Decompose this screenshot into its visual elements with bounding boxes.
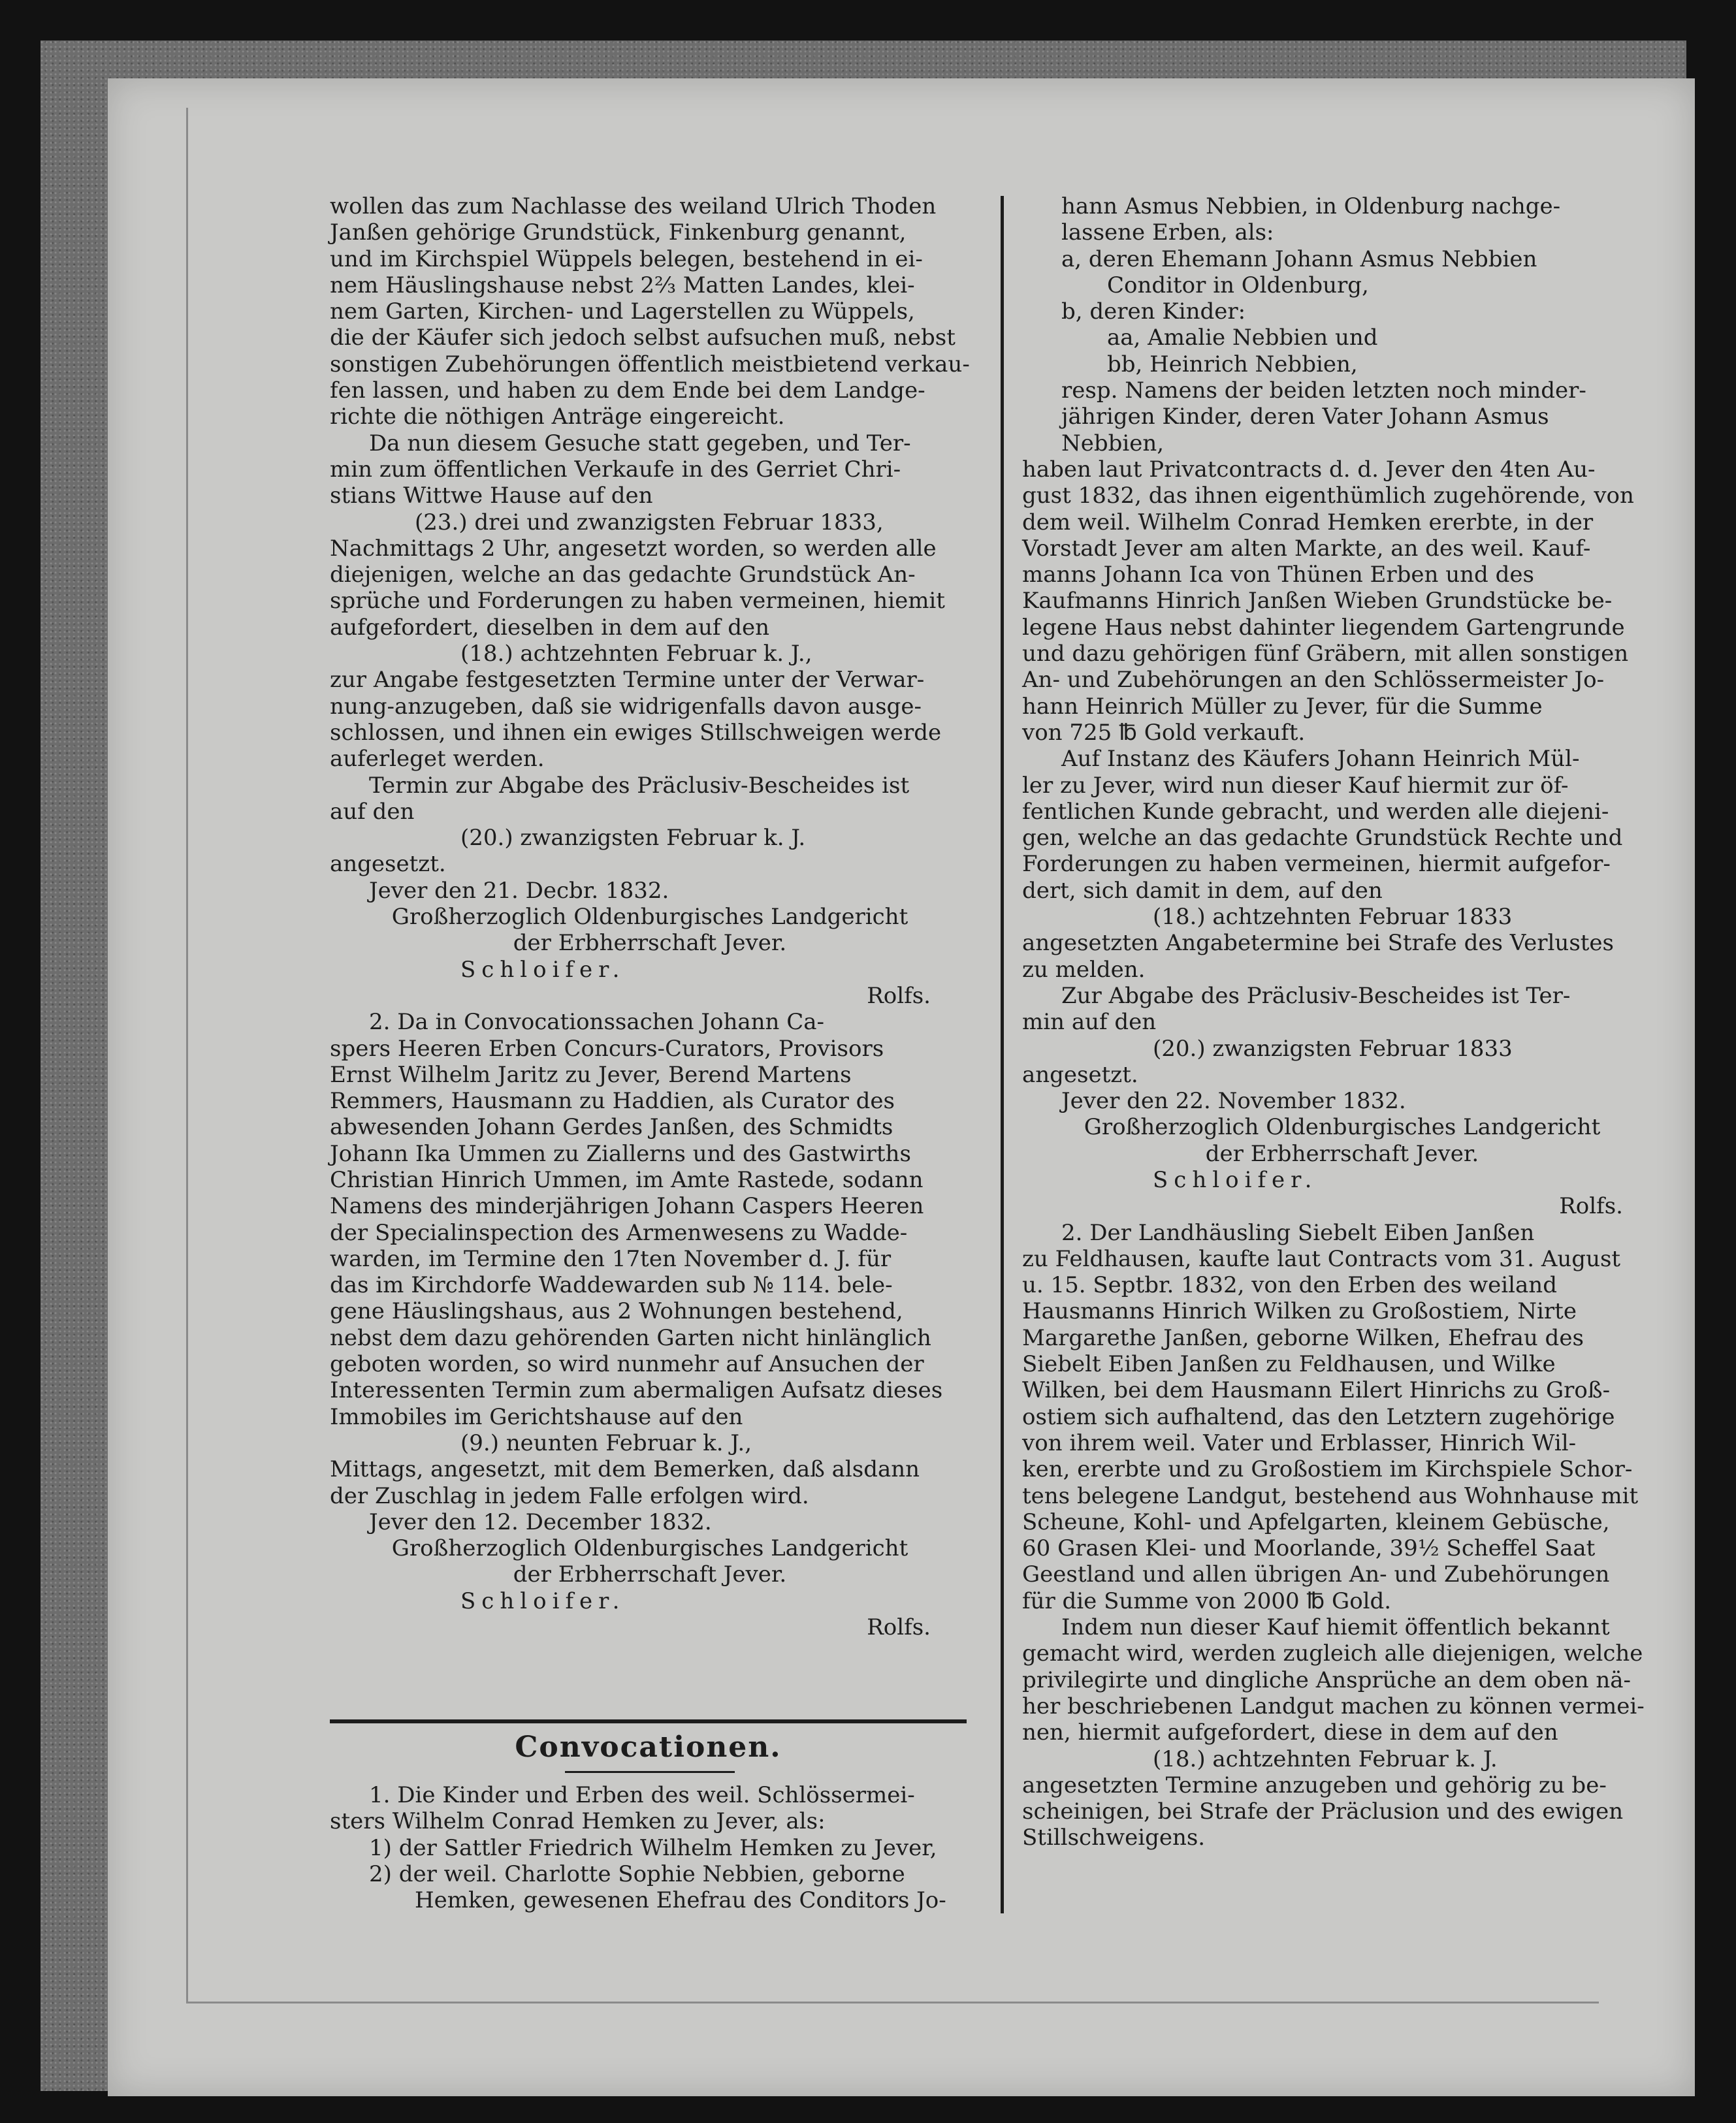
text-line: von ihrem weil. Vater und Erblasser, Hinrich Wil- <box>1022 1429 1577 1456</box>
text-line: privilegirte und dingliche Ansprüche an dem oben nä- <box>1022 1667 1632 1693</box>
text-line: Christian Hinrich Ummen, im Amte Rastede, sodann <box>330 1166 924 1193</box>
left-column <box>330 193 970 1640</box>
text-line: spers Heeren Erben Concurs-Curators, Provisors <box>330 1035 884 1062</box>
list-item: aa, Amalie Nebbien und <box>1107 325 1378 351</box>
text-line: Stillschweigens. <box>1022 1825 1206 1851</box>
text-line: tens belegene Landgut, bestehend aus Wohnhause mit <box>1022 1482 1639 1509</box>
court-name: der Erbherrschaft Jever. <box>513 1561 787 1588</box>
text-line: lassene Erben, als: <box>1061 219 1274 246</box>
text-line: ken, ererbte und zu Großostiem im Kirchspiele Schor- <box>1022 1456 1633 1483</box>
text-line: Immobiles im Gerichtshause auf den <box>330 1403 743 1430</box>
text-line: Hemken, gewesenen Ehefrau des Conditors Jo- <box>415 1887 946 1914</box>
text-line: gen, welche an das gedachte Grundstück Rechte und <box>1022 825 1623 852</box>
text-line: stians Wittwe Hause auf den <box>330 483 653 509</box>
list-item: 1) der Sattler Friedrich Wilhelm Hemken zu Jever, <box>369 1834 937 1861</box>
text-line: Kaufmanns Hinrich Janßen Wieben Grundstücke be- <box>1022 588 1613 615</box>
text-line: Conditor in Oldenburg, <box>1107 272 1369 298</box>
text-line: gemacht wird, werden zugleich alle diejenigen, welche <box>1022 1640 1643 1667</box>
signature: Rolfs. <box>867 1614 931 1641</box>
text-line: Zur Abgabe des Präclusiv-Bescheides ist Ter- <box>1061 982 1571 1009</box>
date-line: (18.) achtzehnten Februar k. J. <box>1153 1746 1498 1772</box>
list-item: a, deren Ehemann Johann Asmus Nebbien <box>1061 246 1537 272</box>
text-line: die der Käufer sich jedoch selbst aufsuchen muß, nebst <box>330 325 956 351</box>
text-line: zur Angabe festgesetzten Termine unter der Verwar- <box>330 667 925 694</box>
text-line: Auf Instanz des Käufers Johann Heinrich Mül- <box>1061 746 1580 773</box>
court-name: Großherzoglich Oldenburgisches Landgericht <box>391 1535 908 1562</box>
text-line: Indem nun dieser Kauf hiemit öffentlich bekannt <box>1061 1614 1610 1641</box>
signature: Rolfs. <box>867 982 931 1009</box>
text-line: Nachmittags 2 Uhr, angesetzt worden, so werden alle <box>330 535 937 562</box>
section-rule <box>330 1719 967 1723</box>
text-line: geboten worden, so wird nunmehr auf Ansuchen der <box>330 1351 924 1378</box>
text-line: Interessenten Termin zum abermaligen Aufsatz dieses <box>330 1377 943 1404</box>
text-line: und dazu gehörigen fünf Gräbern, mit allen sonstigen <box>1022 641 1629 667</box>
column-divider <box>1001 196 1004 1913</box>
text-line: Janßen gehörige Grundstück, Finkenburg genannt, <box>330 219 907 246</box>
text-line: Forderungen zu haben vermeinen, hiermit aufgefor- <box>1022 851 1611 878</box>
text-line: angesetzten Angabetermine bei Strafe des Verlustes <box>1022 930 1614 957</box>
court-name: Großherzoglich Oldenburgisches Landgericht <box>391 904 908 931</box>
text-line: angesetzt. <box>330 851 446 878</box>
date-line: (9.) neunten Februar k. J., <box>460 1429 752 1456</box>
text-line: dert, sich damit in dem, auf den <box>1022 877 1383 904</box>
date-line: (20.) zwanzigsten Februar k. J. <box>460 825 806 852</box>
text-line: das im Kirchdorfe Waddewarden sub № 114. bele- <box>330 1272 893 1299</box>
heading-underline <box>565 1771 735 1773</box>
text-line: sters Wilhelm Conrad Hemken zu Jever, als: <box>330 1808 826 1835</box>
text-line: An- und Zubehörungen an den Schlössermeister Jo- <box>1022 667 1605 694</box>
text-line: diejenigen, welche an das gedachte Grundstück An- <box>330 562 916 588</box>
text-line: 60 Grasen Klei- und Moorlande, 39½ Scheffel Saat <box>1022 1535 1596 1562</box>
text-line: auferleget werden. <box>330 746 545 773</box>
text-line: her beschriebenen Landgut machen zu können vermei- <box>1022 1693 1645 1719</box>
text-line: Wilken, bei dem Hausmann Eilert Hinrichs zu Groß- <box>1022 1377 1611 1404</box>
text-line: hann Asmus Nebbien, in Oldenburg nachge- <box>1061 193 1561 219</box>
text-line: 1. Die Kinder und Erben des weil. Schlössermei- <box>369 1782 915 1808</box>
text-line: gust 1832, das ihnen eigenthümlich zugehörende, von <box>1022 483 1634 509</box>
text-line: für die Summe von 2000 ℔ Gold. <box>1022 1588 1392 1614</box>
text-line: 2. Da in Convocationssachen Johann Ca- <box>369 1009 825 1036</box>
text-line: Mittags, angesetzt, mit dem Bemerken, daß alsdann <box>330 1456 920 1483</box>
text-line: Margarethe Janßen, geborne Wilken, Ehefrau des <box>1022 1324 1584 1351</box>
text-line: sonstigen Zubehörungen öffentlich meistbietend verkau- <box>330 351 970 377</box>
list-item: bb, Heinrich Nebbien, <box>1107 351 1358 377</box>
text-line: Ernst Wilhelm Jaritz zu Jever, Berend Martens <box>330 1061 852 1088</box>
list-item: b, deren Kinder: <box>1061 298 1246 325</box>
court-name: der Erbherrschaft Jever. <box>513 930 787 957</box>
text-line: angesetzten Termine anzugeben und gehörig zu be- <box>1022 1772 1607 1798</box>
text-line: auf den <box>330 798 415 825</box>
text-line: wollen das zum Nachlasse des weiland Ulrich Thoden <box>330 193 937 219</box>
text-line: nem Garten, Kirchen- und Lagerstellen zu Wüppels, <box>330 298 915 325</box>
date-line: (18.) achtzehnten Februar k. J., <box>460 641 812 667</box>
text-line: ostiem sich aufhaltend, das den Letztern zugehörige <box>1022 1403 1615 1430</box>
list-item: 2) der weil. Charlotte Sophie Nebbien, geborne <box>369 1860 905 1887</box>
text-line: legene Haus nebst dahinter liegendem Gartengrunde <box>1022 614 1625 641</box>
text-line: u. 15. Septbr. 1832, von den Erben des weiland <box>1022 1272 1557 1299</box>
text-line: dem weil. Wilhelm Conrad Hemken ererbte, in der <box>1022 509 1594 535</box>
text-line: angesetzt. <box>1022 1061 1138 1088</box>
text-line: nen, hiermit aufgefordert, diese in dem auf den <box>1022 1719 1558 1746</box>
text-line: fen lassen, und haben zu dem Ende bei dem Landge- <box>330 377 925 404</box>
text-line: richte die nöthigen Anträge eingereicht. <box>330 404 785 430</box>
text-line: fentlichen Kunde gebracht, und werden alle diejeni- <box>1022 798 1609 825</box>
text-line: aufgefordert, dieselben in dem auf den <box>330 614 770 641</box>
text-line: haben laut Privatcontracts d. d. Jever den 4ten Au- <box>1022 456 1596 483</box>
signature: Schloifer. <box>460 1588 626 1614</box>
text-line: Vorstadt Jever am alten Markte, an des weil. Kauf- <box>1022 535 1591 562</box>
place-date: Jever den 22. November 1832. <box>1061 1088 1406 1115</box>
court-name: der Erbherrschaft Jever. <box>1205 1140 1479 1167</box>
text-line: zu melden. <box>1022 956 1146 983</box>
date-line: (18.) achtzehnten Februar 1833 <box>1153 904 1513 931</box>
text-line: schlossen, und ihnen ein ewiges Stillschweigen werde <box>330 719 942 746</box>
text-line: abwesenden Johann Gerdes Janßen, des Schmidts <box>330 1114 893 1141</box>
convocation-block <box>330 1782 970 1913</box>
text-line: jährigen Kinder, deren Vater Johann Asmus <box>1061 404 1549 430</box>
text-line: und im Kirchspiel Wüppels belegen, bestehend in ei- <box>330 246 923 272</box>
text-line: Scheune, Kohl- und Apfelgarten, kleinem Gebüsche, <box>1022 1508 1610 1535</box>
text-line: warden, im Termine den 17ten November d. J. für <box>330 1245 892 1272</box>
text-line: hann Heinrich Müller zu Jever, für die Summe <box>1022 693 1543 720</box>
place-date: Jever den 12. December 1832. <box>369 1508 712 1535</box>
text-line: Nebbien, <box>1061 430 1165 456</box>
text-line: min auf den <box>1022 1009 1157 1036</box>
court-name: Großherzoglich Oldenburgisches Landgericht <box>1084 1114 1601 1141</box>
date-line: (20.) zwanzigsten Februar 1833 <box>1153 1035 1513 1062</box>
text-line: scheinigen, bei Strafe der Präclusion und des ewigen <box>1022 1798 1624 1825</box>
text-line: Da nun diesem Gesuche statt gegeben, und Ter- <box>369 430 911 456</box>
text-line: der Specialinspection des Armenwesens zu Wadde- <box>330 1219 908 1246</box>
text-line: 2. Der Landhäusling Siebelt Eiben Janßen <box>1061 1219 1535 1246</box>
text-line: Siebelt Eiben Janßen zu Feldhausen, und Wilke <box>1022 1351 1556 1378</box>
text-line: min zum öffentlichen Verkaufe in des Gerriet Chri- <box>330 456 901 483</box>
text-line: manns Johann Ica von Thünen Erben und des <box>1022 562 1534 588</box>
text-line: Remmers, Hausmann zu Haddien, als Curator des <box>330 1088 895 1115</box>
text-line: nebst dem dazu gehörenden Garten nicht hinlänglich <box>330 1324 931 1351</box>
text-line: Namens des minderjährigen Johann Caspers Heeren <box>330 1193 924 1220</box>
text-line: nung-anzugeben, daß sie widrigenfalls davon ausge- <box>330 693 922 720</box>
text-line: gene Häuslingshaus, aus 2 Wohnungen bestehend, <box>330 1298 903 1325</box>
text-line: ler zu Jever, wird nun dieser Kauf hiermit zur öf- <box>1022 772 1569 799</box>
signature: Schloifer. <box>1153 1166 1318 1193</box>
text-line: von 725 ℔ Gold verkauft. <box>1022 719 1306 746</box>
text-line: Johann Ika Ummen zu Ziallerns und des Gastwirths <box>330 1140 911 1167</box>
text-line: Hausmanns Hinrich Wilken zu Großostiem, Nirte <box>1022 1298 1577 1325</box>
section-heading: Convocationen. <box>515 1731 782 1764</box>
signature: Schloifer. <box>460 956 626 983</box>
date-line: (23.) drei und zwanzigsten Februar 1833, <box>415 509 884 535</box>
text-line: Termin zur Abgabe des Präclusiv-Bescheides ist <box>369 772 910 799</box>
place-date: Jever den 21. Decbr. 1832. <box>369 877 669 904</box>
text-line: sprüche und Forderungen zu haben vermeinen, hiemit <box>330 588 945 615</box>
text-line: nem Häuslingshause nebst 2⅔ Matten Landes, klei- <box>330 272 915 298</box>
right-column <box>1022 193 1662 1851</box>
text-line: resp. Namens der beiden letzten noch minder- <box>1061 377 1586 404</box>
text-line: der Zuschlag in jedem Falle erfolgen wird. <box>330 1482 809 1509</box>
text-line: Geestland und allen übrigen An- und Zubehörungen <box>1022 1561 1610 1588</box>
signature: Rolfs. <box>1559 1193 1623 1220</box>
text-line: zu Feldhausen, kaufte laut Contracts vom 31. August <box>1022 1245 1621 1272</box>
